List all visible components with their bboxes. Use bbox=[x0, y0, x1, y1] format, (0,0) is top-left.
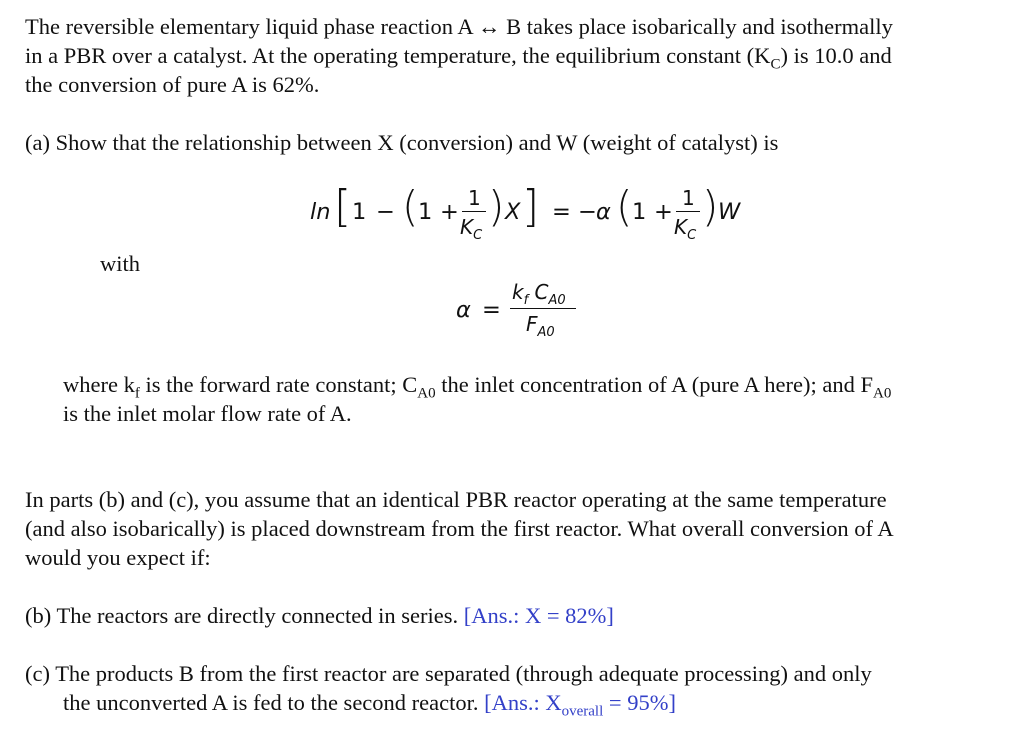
eq2-denominator: $F_{A0}$ bbox=[526, 312, 555, 340]
intro-line-1: The reversible elementary liquid phase reaction A ↔ B takes place isobarically and isothermally bbox=[25, 14, 893, 39]
eq1-x: X bbox=[505, 199, 521, 225]
eq1-plus-b: + bbox=[654, 199, 673, 225]
part-c-line-2: the unconverted A is fed to the second reactor. [Ans.: $X_{overall} = 95\%$] bbox=[63, 690, 676, 720]
eq1-frac-num: 1 bbox=[468, 186, 481, 210]
part-a-prompt: (a) Show that the relationship between X (conversion) and W (weight of catalyst) is bbox=[25, 130, 779, 155]
eq1-lparen-b: ( bbox=[616, 182, 633, 231]
eq2-equals: = bbox=[482, 297, 501, 323]
bc-intro-line-3: would you expect if: bbox=[25, 545, 211, 570]
eq2-alpha: α bbox=[456, 297, 471, 323]
part-c-answer: [Ans.: $X_{overall} = 95\%$] bbox=[484, 690, 676, 720]
part-c-line-1: (c) The products B from the first reactor are separated (through adequate processing) and only bbox=[25, 661, 872, 686]
eq1-minus: − bbox=[376, 199, 395, 225]
double-arrow-icon: ↔ bbox=[477, 14, 501, 39]
eq1-rparen: ) bbox=[488, 182, 505, 231]
ln-symbol: ln bbox=[310, 199, 331, 225]
eq1-one-b: 1 bbox=[418, 199, 433, 225]
eq1-w: W bbox=[718, 199, 741, 225]
eq1-lparen: ( bbox=[402, 182, 419, 231]
eq1-frac-den: $K_C$ bbox=[460, 215, 483, 243]
right-bracket: ] bbox=[522, 181, 540, 232]
equation-1 bbox=[300, 176, 740, 248]
eq1-equals: = bbox=[552, 199, 571, 225]
part-b: (b) The reactors are directly connected in series. [Ans.: X = 82%] bbox=[25, 603, 614, 628]
eq1-rparen-b: ) bbox=[702, 182, 719, 231]
eq1-one-c: 1 bbox=[632, 199, 647, 225]
intro-line-2: in a PBR over a catalyst. At the operating temperature, the equilibrium constant $(K_C)$ is 10.0 and bbox=[25, 43, 892, 73]
equation-2 bbox=[450, 274, 590, 344]
left-bracket: [ bbox=[334, 181, 352, 232]
bc-intro-line-1: In parts (b) and (c), you assume that an identical PBR reactor operating at the same temperature bbox=[25, 487, 887, 512]
eq1-one: 1 bbox=[352, 199, 367, 225]
part-b-answer: [Ans.: X = 82%] bbox=[463, 603, 614, 628]
with-label: with bbox=[100, 251, 141, 276]
eq1-frac2-num: 1 bbox=[682, 186, 695, 210]
eq1-minus-b: − bbox=[578, 199, 597, 225]
eq1-alpha: α bbox=[596, 199, 611, 225]
where-line-1: where $k_f$ is the forward rate constant; $C_{A0}$ the inlet concentration of A (pure A here); and $F_{A0}$ bbox=[63, 372, 892, 402]
eq1-plus: + bbox=[440, 199, 459, 225]
bc-intro-line-2: (and also isobarically) is placed downstream from the first reactor. What overall conversion of A bbox=[25, 516, 894, 541]
eq2-numerator: $k_f$ $C_{A0}$ bbox=[512, 280, 566, 308]
eq1-frac2-den: $K_C$ bbox=[674, 215, 697, 243]
intro-line-3: the conversion of pure A is 62%. bbox=[25, 72, 320, 97]
where-line-2: is the inlet molar flow rate of A. bbox=[63, 401, 352, 426]
